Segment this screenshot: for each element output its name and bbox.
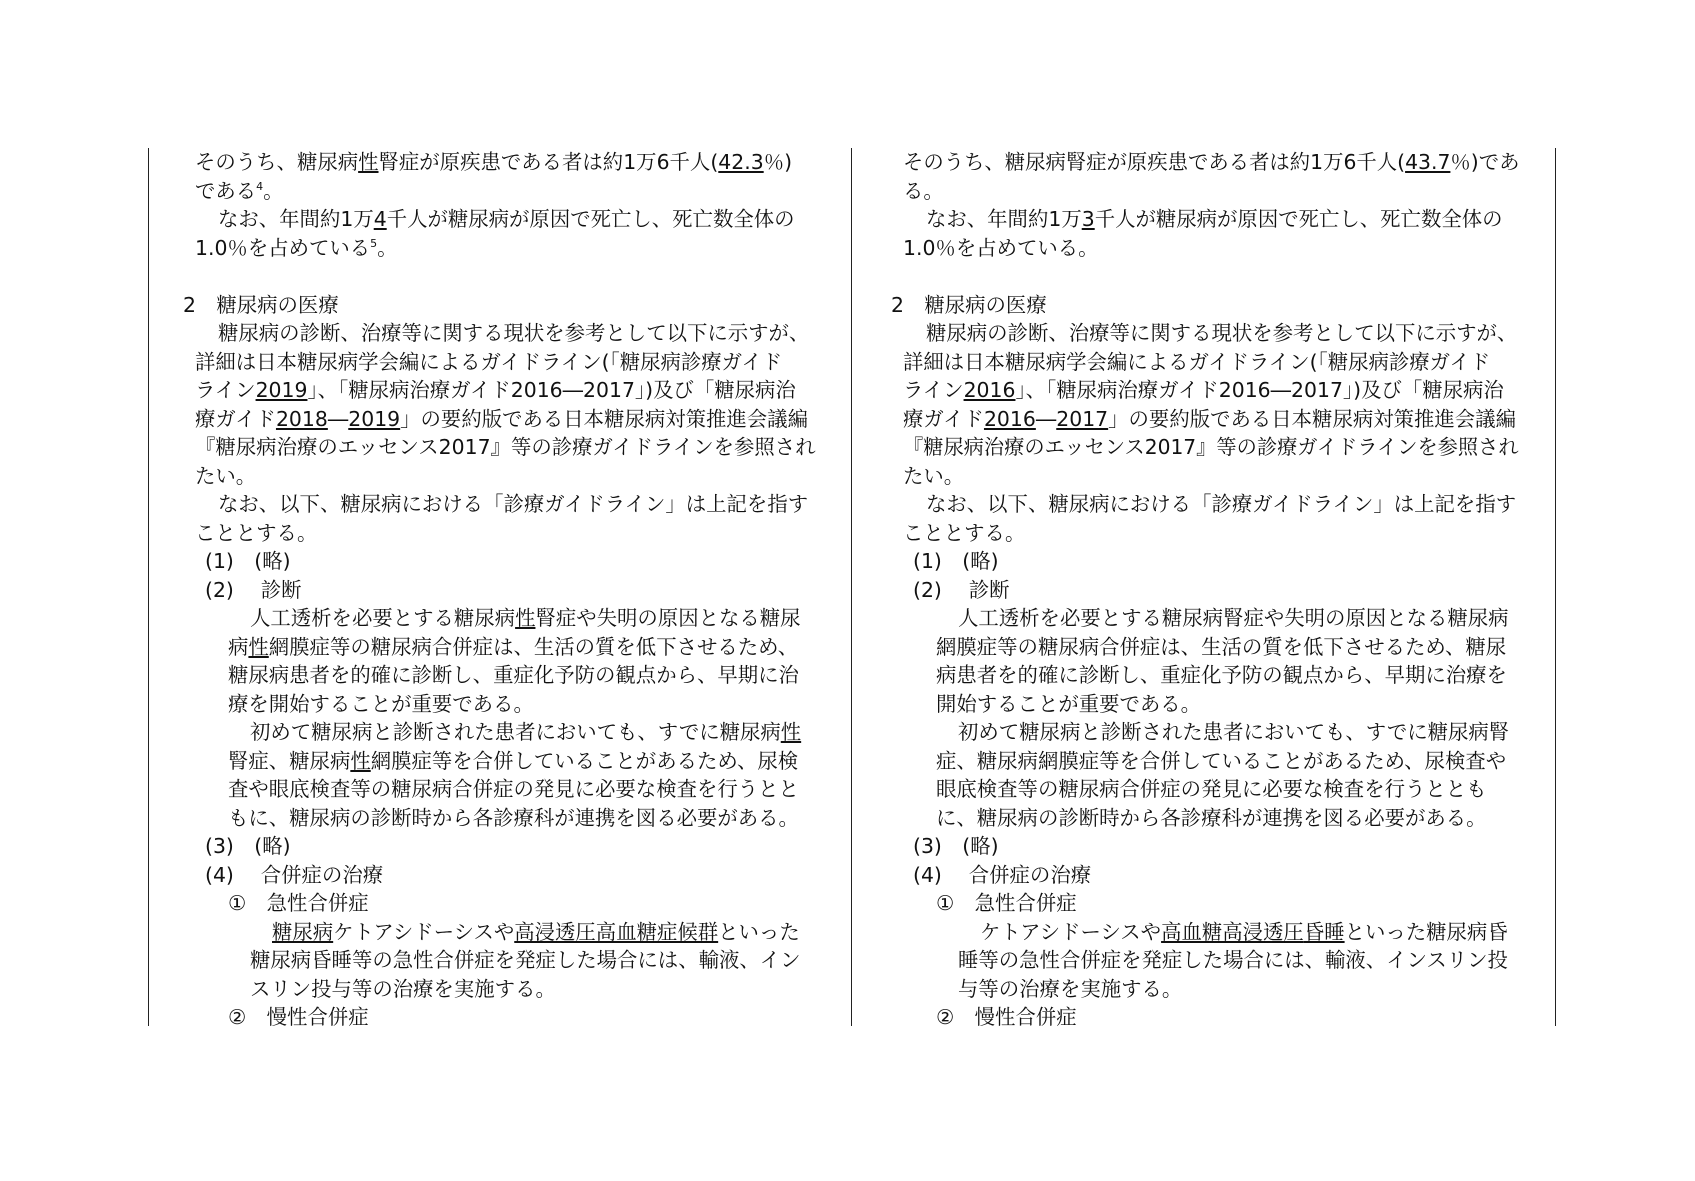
text-line: [936, 690, 1201, 719]
text-line: [250, 604, 801, 633]
text-line: [195, 177, 284, 206]
text-line: [936, 889, 1077, 918]
text-line: [195, 519, 317, 548]
text-segment: ② 慢性合併症: [936, 1005, 1077, 1029]
text-segment: ケトアシドーシスや: [980, 920, 1162, 944]
text-segment: 2 糖尿病の医療: [183, 293, 339, 317]
text-segment: 。: [377, 236, 398, 260]
revised-text: 2018: [275, 407, 328, 431]
text-segment: 1.0％を占めている: [195, 236, 371, 260]
text-segment: 千人が糖尿病が原因で死亡し、死亡数全体の: [386, 207, 795, 231]
text-line: [205, 861, 383, 890]
text-line: [936, 775, 1487, 804]
text-line: [228, 889, 369, 918]
text-line: [926, 319, 1517, 348]
revised-text: 2019: [255, 378, 308, 402]
text-line: [228, 661, 799, 690]
text-segment: (3) (略): [205, 834, 291, 858]
revised-text: 4: [373, 207, 387, 231]
text-segment: 人工透析を必要とする糖尿病: [250, 606, 516, 630]
text-line: [903, 177, 944, 206]
text-line: [228, 804, 799, 833]
text-segment: 」の要約版である日本糖尿病対策推進会議編: [1108, 407, 1516, 431]
revised-text: 2016: [963, 378, 1016, 402]
text-line: [250, 718, 801, 747]
footnote-ref: 5: [370, 237, 378, 250]
text-segment: 糖尿病昏睡等の急性合併症を発症した場合には、輸液、イン: [250, 948, 801, 972]
text-line: [936, 1003, 1077, 1032]
text-segment: 初めて糖尿病と診断された患者においても、すでに糖尿病腎: [958, 720, 1510, 744]
text-line: [183, 291, 339, 320]
revised-text: 性: [780, 720, 802, 744]
text-line: [926, 490, 1516, 519]
revised-text: 43.7: [1405, 150, 1451, 174]
text-line: [195, 462, 256, 491]
text-line: [272, 918, 800, 947]
text-line: [205, 547, 291, 576]
text-segment: (3) (略): [913, 834, 999, 858]
text-segment: (4) 合併症の治療: [913, 863, 1092, 887]
text-line: [903, 405, 1516, 434]
text-segment: 糖尿病患者を的確に診断し、重症化予防の観点から、早期に治: [228, 663, 799, 687]
text-segment: 『糖尿病治療のエッセンス2017』等の診療ガイドラインを参照され: [903, 435, 1519, 459]
text-line: [958, 604, 1509, 633]
text-segment: である: [195, 179, 257, 203]
text-segment: なお、年間約1万: [218, 207, 374, 231]
text-segment: 開始することが重要である。: [936, 692, 1202, 716]
text-segment: 」、「糖尿病治療ガイド2016―2017」)及び「糖尿病治: [1015, 378, 1504, 402]
text-line: [936, 747, 1506, 776]
text-line: [913, 547, 999, 576]
text-line: [250, 975, 556, 1004]
text-line: [195, 433, 816, 462]
text-segment: もに、糖尿病の診断時から各診療科が連携を図る必要がある。: [228, 806, 799, 830]
text-segment: 糖尿病の診断、治療等に関する現状を参考として以下に示すが、: [926, 321, 1518, 345]
text-line: [903, 234, 1099, 263]
text-line: [958, 946, 1508, 975]
text-line: [903, 348, 1490, 377]
text-segment: ％)であ: [1450, 150, 1520, 174]
text-segment: 療を開始することが重要である。: [228, 692, 534, 716]
text-line: [195, 405, 808, 434]
text-line: [228, 1003, 369, 1032]
text-segment: 睡等の急性合併症を発症した場合には、輸液、インスリン投: [958, 948, 1508, 972]
text-segment: る。: [903, 179, 944, 203]
text-line: [903, 462, 964, 491]
text-line: [228, 690, 534, 719]
text-segment: 『糖尿病治療のエッセンス2017』等の診療ガイドラインを参照され: [195, 435, 816, 459]
text-segment: そのうち、糖尿病: [195, 150, 359, 174]
text-segment: 腎症が原疾患である者は約1万6千人(: [378, 150, 719, 174]
text-segment: 腎症や失明の原因となる糖尿: [535, 606, 801, 630]
text-segment: (4) 合併症の治療: [205, 863, 384, 887]
text-segment: 千人が糖尿病が原因で死亡し、死亡数全体の: [1094, 207, 1503, 231]
table-border-middle: [851, 148, 852, 1026]
revised-text: 2019: [348, 407, 401, 431]
text-segment: (1) (略): [205, 549, 291, 573]
revised-text: 高血糖高浸透圧: [1161, 920, 1304, 944]
table-border-right: [1555, 148, 1556, 1026]
text-segment: 。: [263, 179, 284, 203]
text-segment: ① 急性合併症: [228, 891, 369, 915]
text-segment: 網膜症等の糖尿病合併症は、生活の質を低下させるため、糖尿: [936, 635, 1507, 659]
text-line: [958, 718, 1509, 747]
text-segment: に、糖尿病の診断時から各診療科が連携を図る必要がある。: [936, 806, 1487, 830]
text-segment: 療ガイド: [195, 407, 276, 431]
revised-text: 2016: [983, 407, 1036, 431]
text-line: [250, 946, 801, 975]
revised-text: 性: [358, 150, 379, 174]
text-line: [936, 633, 1506, 662]
text-line: [913, 576, 1010, 605]
text-line: [195, 148, 792, 177]
text-segment: たい。: [903, 464, 965, 488]
text-segment: 1.0％を占めている。: [903, 236, 1099, 260]
table-border-left: [148, 148, 149, 1026]
text-segment: 病: [228, 635, 249, 659]
revised-text: 昏睡: [1303, 920, 1345, 944]
text-segment: こととする。: [195, 521, 318, 545]
text-segment: 人工透析を必要とする糖尿病腎症や失明の原因となる糖尿病: [958, 606, 1509, 630]
revised-text: 42.3: [718, 150, 764, 174]
text-segment: といった: [718, 920, 800, 944]
text-line: [980, 918, 1508, 947]
text-line: [926, 205, 1503, 234]
footnote-ref: 4: [256, 180, 264, 193]
text-line: [218, 319, 809, 348]
revised-text: 糖尿病: [272, 920, 334, 944]
text-line: [891, 291, 1047, 320]
revised-text: 高浸透圧高血糖症候群: [514, 920, 719, 944]
text-line: [958, 975, 1182, 1004]
text-segment: ％): [763, 150, 793, 174]
text-line: [913, 861, 1091, 890]
text-line: [936, 804, 1487, 833]
text-line: [205, 832, 291, 861]
text-line: [228, 633, 798, 662]
text-segment: ―: [1035, 407, 1057, 431]
text-segment: 」、「糖尿病治療ガイド2016―2017」)及び「糖尿病治: [307, 378, 796, 402]
revised-text: 3: [1081, 207, 1095, 231]
text-segment: といった糖尿病昏: [1344, 920, 1508, 944]
text-segment: ② 慢性合併症: [228, 1005, 369, 1029]
text-segment: こととする。: [903, 521, 1026, 545]
revised-text: 2017: [1056, 407, 1109, 431]
text-segment: 」の要約版である日本糖尿病対策推進会議編: [400, 407, 808, 431]
text-segment: ライン: [903, 378, 964, 402]
text-segment: スリン投与等の治療を実施する。: [250, 977, 556, 1001]
text-segment: 眼底検査等の糖尿病合併症の発見に必要な検査を行うととも: [936, 777, 1487, 801]
text-segment: 査や眼底検査等の糖尿病合併症の発見に必要な検査を行うとと: [228, 777, 799, 801]
text-line: [228, 775, 799, 804]
text-line: [195, 234, 398, 263]
text-line: [913, 832, 999, 861]
text-segment: 与等の治療を実施する。: [958, 977, 1183, 1001]
text-segment: 網膜症等の糖尿病合併症は、生活の質を低下させるため、: [268, 635, 799, 659]
text-segment: なお、以下、糖尿病における「診療ガイドライン」は上記を指す: [926, 492, 1517, 516]
text-line: [195, 376, 796, 405]
text-segment: 腎症、糖尿病: [228, 749, 351, 773]
text-segment: 初めて糖尿病と診断された患者においても、すでに糖尿病: [250, 720, 781, 744]
text-line: [903, 376, 1504, 405]
text-segment: なお、年間約1万: [926, 207, 1082, 231]
text-segment: (2) 診断: [205, 578, 302, 602]
text-line: [903, 433, 1519, 462]
text-segment: そのうち、糖尿病腎症が原疾患である者は約1万6千人(: [903, 150, 1406, 174]
text-segment: 療ガイド: [903, 407, 984, 431]
text-segment: ―: [327, 407, 349, 431]
text-segment: ライン: [195, 378, 256, 402]
text-line: [218, 205, 795, 234]
text-line: [195, 348, 782, 377]
text-segment: (2) 診断: [913, 578, 1010, 602]
text-line: [936, 661, 1507, 690]
text-segment: 病患者を的確に診断し、重症化予防の観点から、早期に治療を: [936, 663, 1507, 687]
text-segment: 詳細は日本糖尿病学会編によるガイドライン(「糖尿病診療ガイド: [195, 350, 783, 374]
text-segment: なお、以下、糖尿病における「診療ガイドライン」は上記を指す: [218, 492, 809, 516]
text-segment: たい。: [195, 464, 257, 488]
text-line: [205, 576, 302, 605]
text-line: [218, 490, 808, 519]
text-segment: 詳細は日本糖尿病学会編によるガイドライン(「糖尿病診療ガイド: [903, 350, 1491, 374]
text-line: [903, 519, 1025, 548]
revised-text: 性: [515, 606, 536, 630]
revised-text: 性: [248, 635, 269, 659]
text-segment: 網膜症等を合併していることがあるため、尿検: [370, 749, 799, 773]
text-line: [903, 148, 1519, 177]
text-segment: 糖尿病の診断、治療等に関する現状を参考として以下に示すが、: [218, 321, 810, 345]
text-line: [228, 747, 798, 776]
text-segment: 症、糖尿病網膜症等を合併していることがあるため、尿検査や: [936, 749, 1507, 773]
text-segment: 2 糖尿病の医療: [891, 293, 1047, 317]
revised-text: 性: [350, 749, 371, 773]
text-segment: (1) (略): [913, 549, 999, 573]
text-segment: ケトアシドーシスや: [333, 920, 515, 944]
text-segment: ① 急性合併症: [936, 891, 1077, 915]
